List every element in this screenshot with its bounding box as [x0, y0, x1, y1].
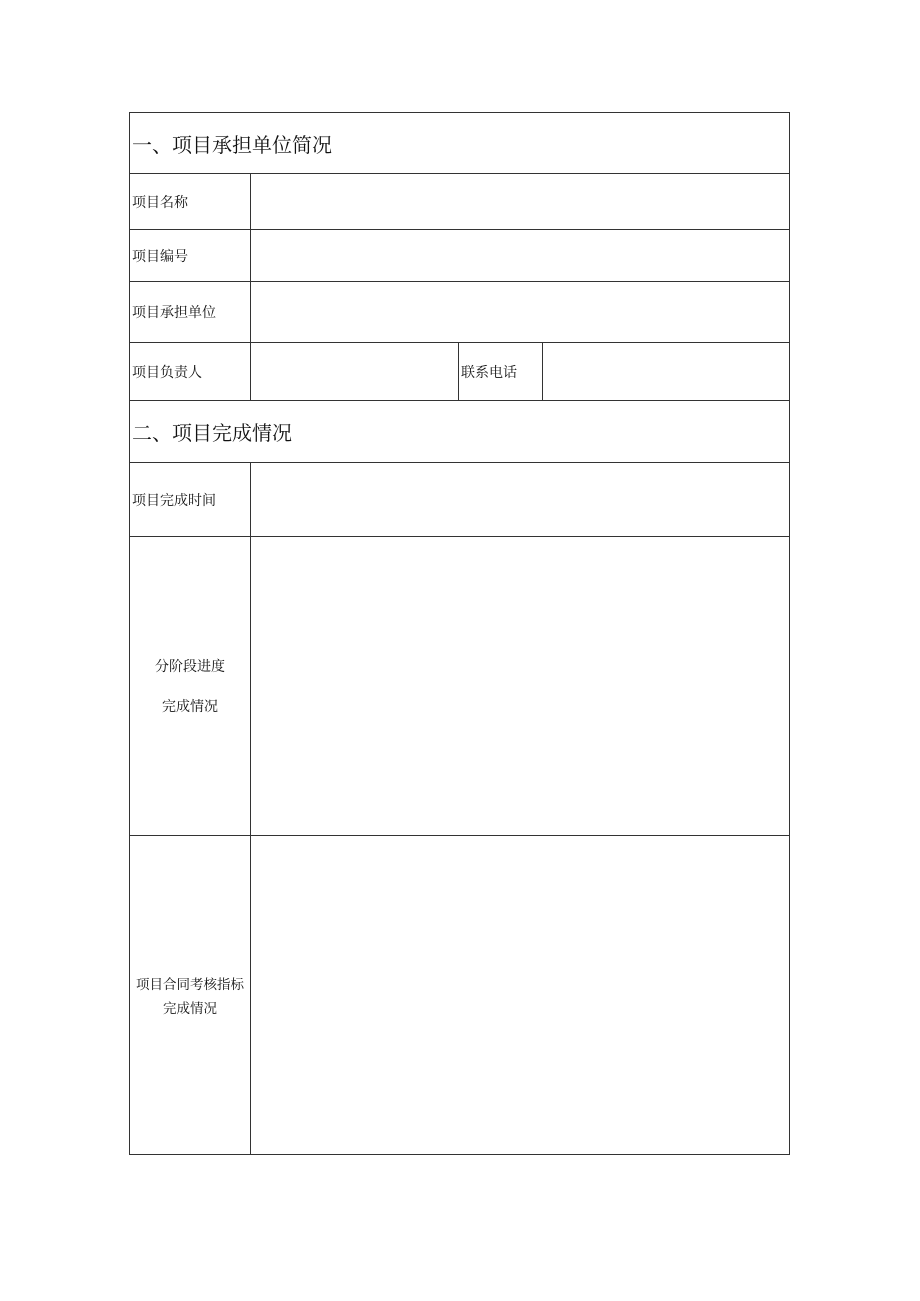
form-row-contract-indicators: [130, 836, 789, 1154]
label-cell: [130, 537, 251, 835]
project-completion-form: [129, 112, 790, 1155]
field-label-project-name: 项目名称: [132, 194, 188, 211]
label-cell: [130, 174, 251, 229]
contact-phone-field[interactable]: [543, 343, 789, 400]
label-cell: [130, 836, 251, 1154]
form-row-project-number: [130, 230, 789, 282]
form-row-completion-time: [130, 463, 789, 537]
field-label-stage-progress-status: 完成情况: [162, 699, 218, 715]
field-label-project-number: 项目编号: [132, 248, 188, 265]
completion-time-field[interactable]: [251, 463, 789, 536]
field-label-undertaking-unit: 项目承担单位: [132, 305, 216, 321]
field-label-completion-time: 项目完成时间: [132, 492, 216, 509]
stage-progress-field[interactable]: [251, 537, 789, 835]
field-label-stage-progress: 分阶段进度: [155, 659, 225, 675]
field-label-contract-indicators-status: 完成情况: [163, 1001, 217, 1017]
label-cell: [459, 343, 543, 400]
label-cell: [130, 343, 251, 400]
label-stack: [155, 656, 225, 716]
label-cell: [130, 463, 251, 536]
form-row-project-name: [130, 174, 789, 230]
section-header-completion-status: [130, 401, 789, 463]
field-label-contract-indicators: 项目合同考核指标: [136, 977, 244, 993]
project-number-field[interactable]: [251, 230, 789, 281]
label-cell: [130, 230, 251, 281]
project-leader-field[interactable]: [251, 343, 459, 400]
contract-indicators-field[interactable]: [251, 836, 789, 1154]
undertaking-unit-field[interactable]: [251, 282, 789, 342]
label-stack: [136, 973, 244, 1017]
form-row-leader-phone: [130, 343, 789, 401]
field-label-project-leader: 项目负责人: [132, 364, 202, 381]
field-label-contact-phone: 联系电话: [461, 364, 517, 381]
label-cell: [130, 282, 251, 342]
section-title: 二、项目完成情况: [132, 421, 292, 445]
project-name-field[interactable]: [251, 174, 789, 229]
section-header-unit-overview: [130, 113, 789, 174]
section-title: 一、项目承担单位简况: [132, 132, 332, 157]
form-row-stage-progress: [130, 537, 789, 836]
form-row-undertaking-unit: [130, 282, 789, 343]
